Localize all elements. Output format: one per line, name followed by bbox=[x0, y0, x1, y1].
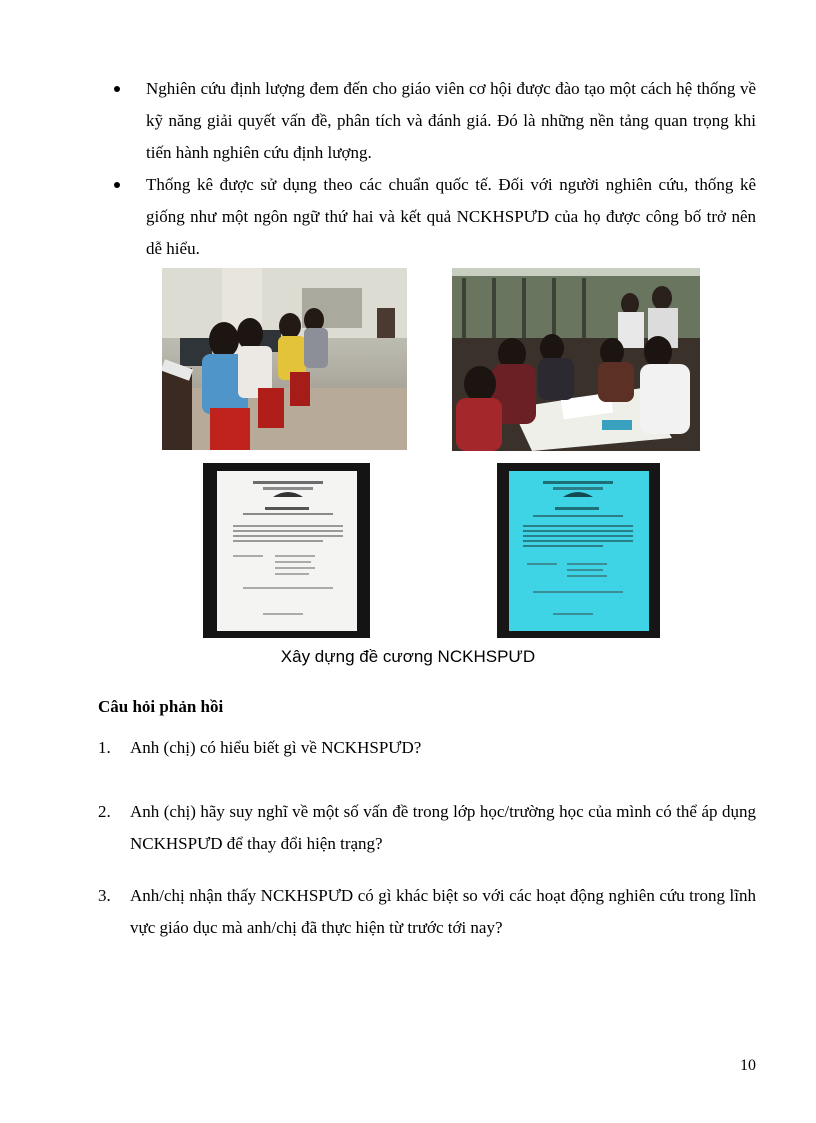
question-item bbox=[98, 796, 756, 860]
bullet-dot-icon bbox=[114, 86, 120, 92]
bullet-text: Nghiên cứu định lượng đem đến cho giáo viên cơ hội được đào tạo một cách hệ thống về kỹ năng giải quyết vấn đề, phân tích và đánh giá. Đó là những nền tảng quan trọng khi tiến hành nghiên cứu định lượng. bbox=[146, 79, 756, 162]
bullet-list bbox=[114, 73, 756, 265]
bullet-dot-icon bbox=[114, 182, 120, 188]
question-item bbox=[98, 732, 756, 764]
photo-outline-document-cyan bbox=[497, 463, 660, 638]
question-number: 2. bbox=[98, 802, 111, 821]
photo-outline-document-white bbox=[203, 463, 370, 638]
question-text: Anh (chị) hãy suy nghĩ về một số vấn đề trong lớp học/trường học của mình có thể áp dụng NCKHSPƯD để thay đổi hiện trạng? bbox=[130, 802, 756, 853]
figure-caption: Xây dựng đề cương NCKHSPƯD bbox=[280, 647, 536, 666]
bullet-text: Thống kê được sử dụng theo các chuẩn quốc tế. Đối với người nghiên cứu, thống kê giống như một ngôn ngữ thứ hai và kết quả NCKHSPƯD của họ được công bố trở nên dễ hiểu. bbox=[146, 175, 756, 258]
bullet-item bbox=[114, 73, 756, 169]
question-number: 3. bbox=[98, 886, 111, 905]
question-text: Anh (chị) có hiểu biết gì về NCKHSPƯD? bbox=[130, 738, 422, 757]
page-number: 10 bbox=[740, 1057, 756, 1074]
photo-group-discussion bbox=[452, 268, 700, 451]
question-item bbox=[98, 880, 756, 944]
photo-teachers-at-computers bbox=[162, 268, 407, 450]
question-number: 1. bbox=[98, 738, 111, 757]
section-title: Câu hỏi phản hồi bbox=[98, 697, 224, 716]
bullet-item bbox=[114, 169, 756, 265]
question-text: Anh/chị nhận thấy NCKHSPƯD có gì khác biệt so với các hoạt động nghiên cứu trong lĩnh vực giáo dục mà anh/chị đã thực hiện từ trước tới nay? bbox=[130, 886, 756, 937]
